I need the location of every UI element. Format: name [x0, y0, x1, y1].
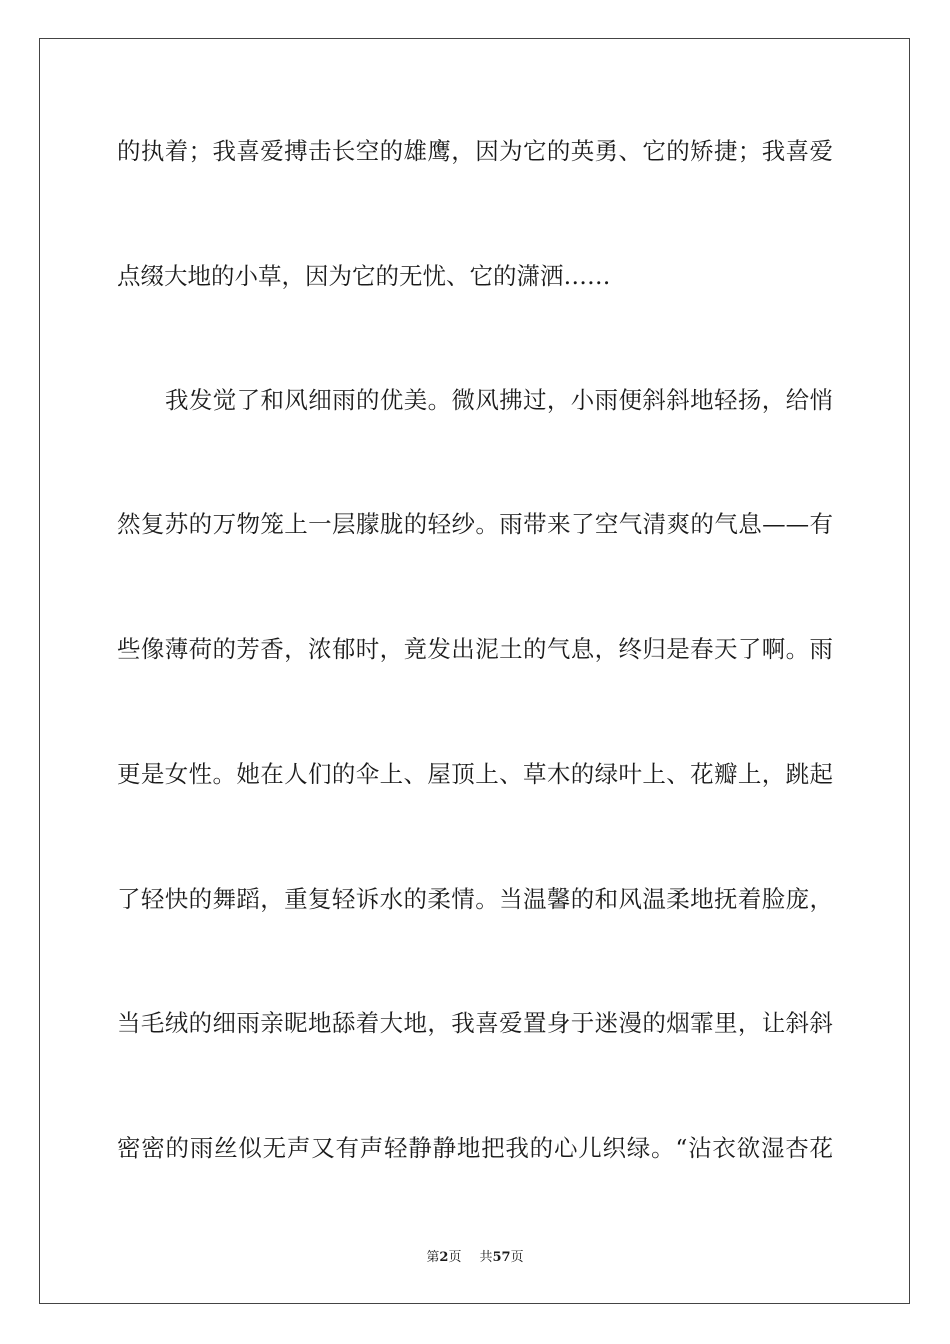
- total-prefix: 共: [479, 1250, 493, 1265]
- page-suffix: 页: [448, 1250, 462, 1265]
- page-footer: [0, 1246, 950, 1265]
- body-text-line-4: 然复苏的万物笼上一层朦胧的轻纱。雨带来了空气清爽的气息——有: [117, 510, 833, 538]
- body-text-line-9: 密密的雨丝似无声又有声轻静静地把我的心儿织绿。“沾衣欲湿杏花: [117, 1134, 833, 1162]
- body-text-line-7: 了轻快的舞蹈，重复轻诉水的柔情。当温馨的和风温柔地抚着脸庞，: [117, 885, 833, 913]
- body-text-line-3: 我发觉了和风细雨的优美。微风拂过，小雨便斜斜地轻扬，给悄: [165, 386, 833, 414]
- page-border: [39, 38, 910, 1304]
- body-text-line-6: 更是女性。她在人们的伞上、屋顶上、草木的绿叶上、花瓣上，跳起: [117, 760, 833, 788]
- body-text-line-1: 的执着；我喜爱搏击长空的雄鹰，因为它的英勇、它的矫捷；我喜爱: [117, 137, 833, 165]
- body-text-line-5: 些像薄荷的芳香，浓郁时，竟发出泥土的气息，终归是春天了啊。雨: [117, 635, 833, 663]
- page-number: 2: [439, 1250, 449, 1265]
- total-suffix: 页: [510, 1250, 524, 1265]
- body-text-line-2: 点缀大地的小草，因为它的无忧、它的潇洒……: [117, 262, 611, 290]
- total-pages: 57: [492, 1250, 511, 1265]
- body-text-line-8: 当毛绒的细雨亲昵地舔着大地，我喜爱置身于迷漫的烟霏里，让斜斜: [117, 1009, 833, 1037]
- page-prefix: 第: [426, 1250, 440, 1265]
